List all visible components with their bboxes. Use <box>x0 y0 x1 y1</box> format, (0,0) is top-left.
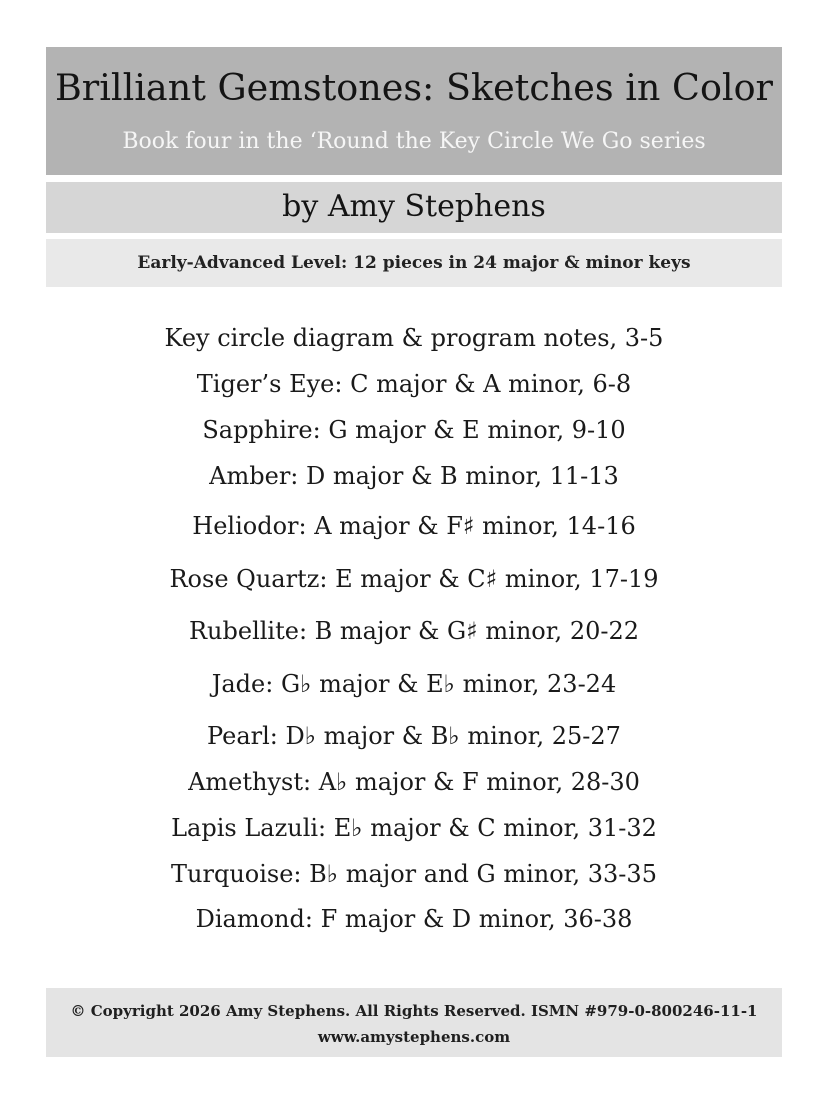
level-banner <box>46 239 782 287</box>
series-subtitle: Book four in the ‘Round the Key Circle We Go series <box>122 129 706 154</box>
contents-entry: Turquoise: B♭ major and G minor, 33-35 <box>171 860 657 888</box>
author-banner <box>46 182 782 233</box>
contents-entry: Jade: G♭ major & E♭ minor, 23-24 <box>211 670 617 698</box>
page-title: Brilliant Gemstones: Sketches in Color <box>54 66 774 109</box>
contents-entry: Lapis Lazuli: E♭ major & C minor, 31-32 <box>171 814 657 842</box>
website-link: www.amystephens.com <box>317 1028 511 1046</box>
contents-entry: Tiger’s Eye: C major & A minor, 6-8 <box>196 370 632 398</box>
footer-banner <box>46 988 782 1057</box>
contents-entry: Amethyst: A♭ major & F minor, 28-30 <box>188 768 640 796</box>
contents-entry: Pearl: D♭ major & B♭ minor, 25-27 <box>207 722 621 750</box>
contents-entry: Sapphire: G major & E minor, 9-10 <box>202 416 626 444</box>
title-banner <box>46 47 782 175</box>
copyright-notice: © Copyright 2026 Amy Stephens. All Rights Reserved. ISMN #979-0-800246-11-1 <box>70 1002 758 1020</box>
level-description: Early-Advanced Level: 12 pieces in 24 major & minor keys <box>137 253 691 273</box>
author-name: by Amy Stephens <box>282 189 546 224</box>
contents-entry: Rose Quartz: E major & C♯ minor, 17-19 <box>169 565 659 593</box>
contents-entry: Amber: D major & B minor, 11-13 <box>209 462 619 490</box>
contents-entry: Rubellite: B major & G♯ minor, 20-22 <box>188 617 640 645</box>
contents-entry: Heliodor: A major & F♯ minor, 14-16 <box>192 512 636 540</box>
contents-entry: Diamond: F major & D minor, 36-38 <box>195 905 633 933</box>
contents-entry: Key circle diagram & program notes, 3-5 <box>164 324 664 352</box>
